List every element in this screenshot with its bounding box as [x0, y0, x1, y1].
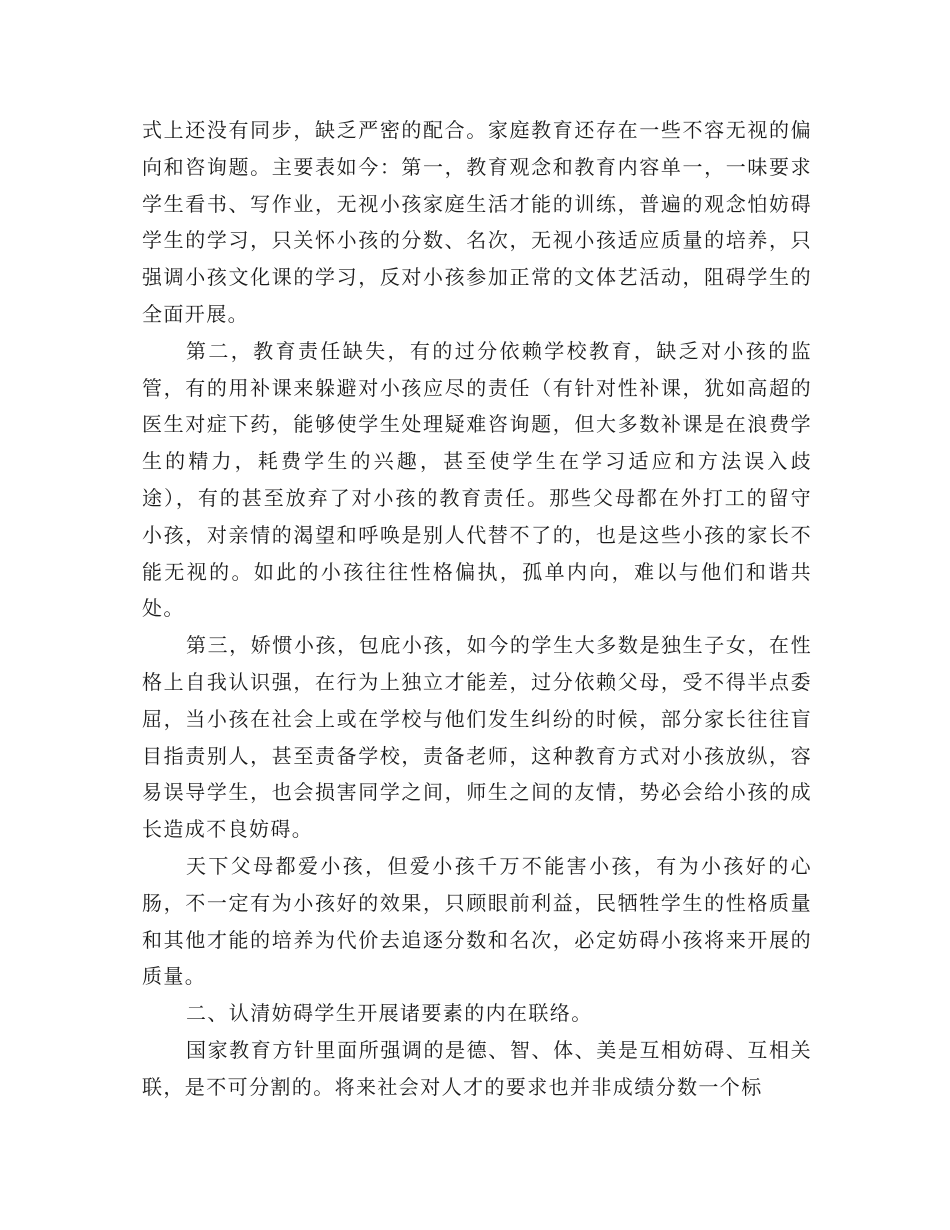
paragraph-2: 第二，教育责任缺失，有的过分依赖学校教育，缺乏对小孩的监管，有的用补课来躲避对小孩应尽的责任（有针对性补课，犹如高超的医生对症下药，能够使学生处理疑难咨询题，但大多数补课是在浪费学生的精力，耗费学生的兴趣，甚至使学生在学习适应和方法误入歧途），有的甚至放弃了对小孩的教育责任。那些父母都在外打工的留守小孩，对亲情的渴望和呼唤是别人代替不了的，也是这些小孩的家长不能无视的。如此的小孩往往性格偏执，孤单内向，难以与他们和谐共处。 — [142, 338, 812, 621]
paragraph-4: 天下父母都爱小孩，但爱小孩千万不能害小孩，有为小孩好的心肠，不一定有为小孩好的效果，只顾眼前利益，民牺牲学生的性格质量和其他才能的培养为代价去追逐分数和名次，必定妨碍小孩将来开展的质量。 — [142, 853, 812, 989]
paragraph-1: 式上还没有同步，缺乏严密的配合。家庭教育还存在一些不容无视的偏向和咨询题。主要表如今：第一，教育观念和教育内容单一，一味要求学生看书、写作业，无视小孩家庭生活才能的训练，普遍的观念怕妨碍学生的学习，只关怀小孩的分数、名次，无视小孩适应质量的培养，只强调小孩文化课的学习，反对小孩参加正常的文体艺活动，阻碍学生的全面开展。 — [142, 118, 812, 326]
document-body — [142, 112, 812, 1106]
section-heading: 二、认清妨碍学生开展诸要素的内在联络。 — [186, 1001, 593, 1026]
paragraph-5: 国家教育方针里面所强调的是德、智、体、美是互相妨碍、互相关联，是不可分割的。将来社会对人才的要求也并非成绩分数一个标 — [142, 1037, 812, 1099]
paragraph-3: 第三，娇惯小孩，包庇小孩，如今的学生大多数是独生子女，在性格上自我认识强，在行为上独立才能差，过分依赖父母，受不得半点委屈，当小孩在社会上或在学校与他们发生纠纷的时候，部分家长往往盲目指责别人，甚至责备学校，责备老师，这种教育方式对小孩放纵，容易误导学生，也会损害同学之间，师生之间的友情，势必会给小孩的成长造成不良妨碍。 — [142, 633, 812, 842]
